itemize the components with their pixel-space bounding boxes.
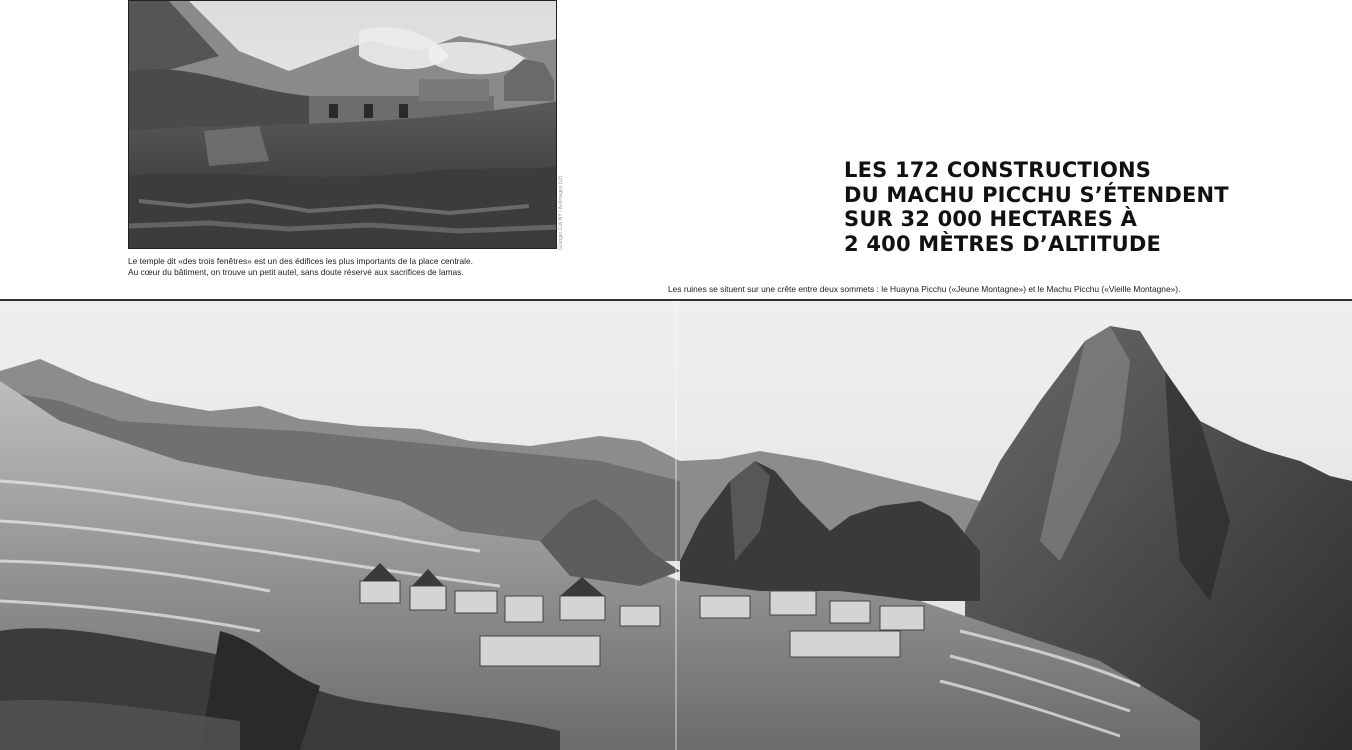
temple-photo — [128, 0, 557, 249]
photo-credit: Granger Coll NY / Aurimages (x2) — [558, 175, 564, 250]
headline-line-2: DU MACHU PICCHU S’ÉTENDENT — [844, 182, 1229, 207]
headline-line-4: 2 400 MÈTRES D’ALTITUDE — [844, 231, 1162, 256]
top-caption-line-2: Au cœur du bâtiment, on trouve un petit autel, sans doute réservé aux sacrifices de lamas. — [128, 267, 464, 277]
top-caption-line-1: Le temple dit «des trois fenêtres» est un des édifices les plus importants de la place centrale. — [128, 256, 473, 266]
page-spine — [675, 301, 677, 750]
temple-photo-illustration — [129, 1, 557, 249]
headline — [844, 158, 1314, 256]
headline-line-1: LES 172 CONSTRUCTIONS — [844, 158, 1152, 182]
main-photo-caption: Les ruines se situent sur une crête entre deux sommets : le Huayna Picchu («Jeune Montagne») et le Machu Picchu («Vieille Montagne»). — [668, 284, 1181, 294]
headline-line-3: SUR 32 000 HECTARES À — [844, 207, 1138, 231]
top-photo-caption — [128, 256, 568, 278]
